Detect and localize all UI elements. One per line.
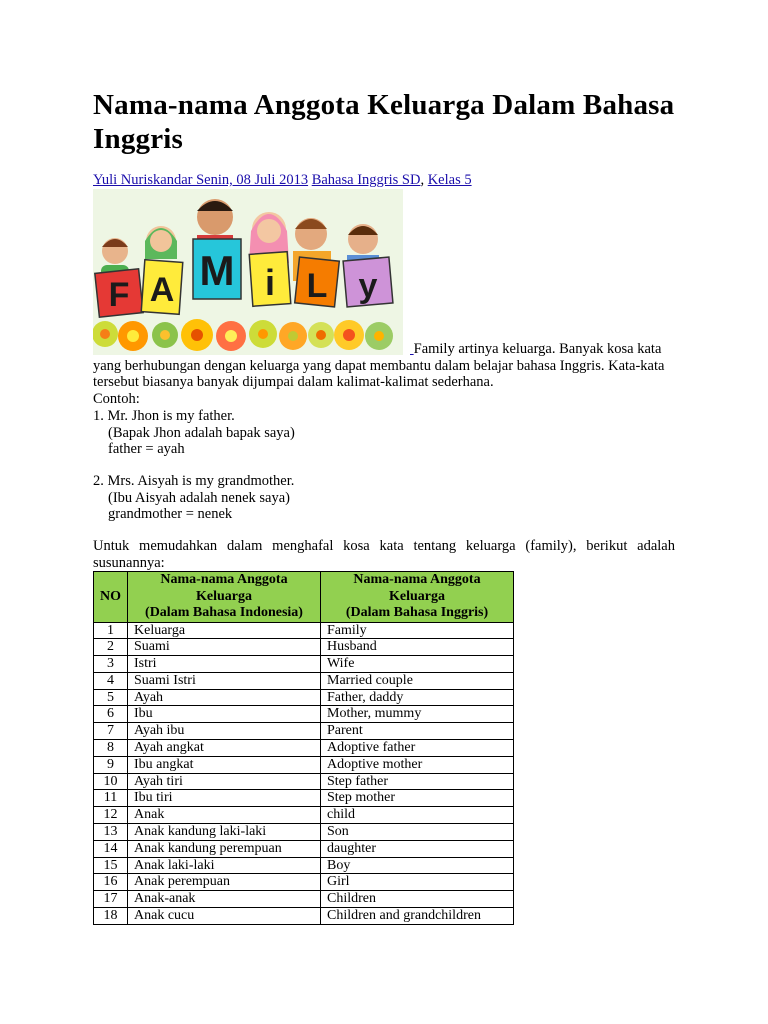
table-row [94,891,514,908]
cell-english: Boy [321,857,514,874]
table-row [94,840,514,857]
page-title: Nama-nama Anggota Keluarga Dalam Bahasa Inggris [93,89,675,155]
cell-no: 10 [94,773,128,790]
cell-indonesian: Anak laki-laki [128,857,321,874]
cell-indonesian: Anak [128,807,321,824]
table-row [94,874,514,891]
cell-english: Step father [321,773,514,790]
letter-y: y [358,267,378,305]
cell-english: daughter [321,840,514,857]
cell-english: Father, daddy [321,689,514,706]
cell-indonesian: Keluarga [128,622,321,639]
post-meta [93,171,472,189]
cell-english: Adoptive mother [321,756,514,773]
cell-indonesian: Istri [128,656,321,673]
table-row [94,672,514,689]
family-vocabulary-table [93,571,514,925]
cell-no: 9 [94,756,128,773]
table-row [94,790,514,807]
cell-indonesian: Ayah tiri [128,773,321,790]
cell-english: Children and grandchildren [321,908,514,925]
cell-english: Children [321,891,514,908]
cell-indonesian: Ayah ibu [128,723,321,740]
cell-indonesian: Ibu angkat [128,756,321,773]
cell-indonesian: Suami [128,639,321,656]
cell-english: Husband [321,639,514,656]
cell-no: 4 [94,672,128,689]
table-row [94,689,514,706]
cell-no: 13 [94,824,128,841]
header-no: NO [94,572,128,623]
cell-no: 15 [94,857,128,874]
cell-indonesian: Ibu tiri [128,790,321,807]
cell-english: Girl [321,874,514,891]
table-row [94,824,514,841]
cell-no: 8 [94,740,128,757]
cell-english: Parent [321,723,514,740]
table-row [94,807,514,824]
cell-no: 3 [94,656,128,673]
example-1-sentence: 1. Mr. Jhon is my father. [93,408,235,424]
table-row [94,908,514,925]
category-link-bahasa-inggris-sd[interactable]: Bahasa Inggris SD [311,172,421,188]
contoh-label: Contoh: [93,391,140,407]
table-row [94,639,514,656]
cell-indonesian: Anak kandung perempuan [128,840,321,857]
cell-no: 17 [94,891,128,908]
cell-english: Son [321,824,514,841]
cell-english: Mother, mummy [321,706,514,723]
header-english-line-3: (Dalam Bahasa Inggris) [345,605,489,620]
header-english-line-1: Nama-nama Anggota [353,572,481,587]
intro-paragraph [93,341,675,391]
cell-english: Adoptive father [321,740,514,757]
intro-lead: Family artinya keluarga. Banyak kosa kata [413,341,662,357]
category-link-kelas-5[interactable]: Kelas 5 [427,172,472,188]
example-1-vocab: father = ayah [108,441,185,457]
intro-rest: yang berhubungan dengan keluarga yang dapat membantu dalam belajar bahasa Inggris. Kata-kata tersebut biasanya banyak dijumpai dalam kalimat-kalimat sederhana. [93,357,665,390]
cell-no: 5 [94,689,128,706]
cell-english: child [321,807,514,824]
header-indonesian-line-3: (Dalam Bahasa Indonesia) [145,605,303,620]
table-intro-paragraph: Untuk memudahkan dalam menghafal kosa kata tentang keluarga (family), berikut adalah susunannya: [93,538,675,571]
example-2-translation: (Ibu Aisyah adalah nenek saya) [108,489,290,506]
cell-no: 16 [94,874,128,891]
header-english-line-2: Keluarga [389,588,445,604]
letter-l: L [306,267,328,305]
example-1-translation: (Bapak Jhon adalah bapak saya) [108,424,295,441]
letter-f: F [108,276,130,314]
table-row [94,622,514,639]
cell-no: 11 [94,790,128,807]
cell-english: Step mother [321,790,514,807]
family-illustration [93,189,403,355]
example-2 [93,473,294,523]
table-row [94,740,514,757]
example-2-sentence: 2. Mrs. Aisyah is my grandmother. [93,473,295,489]
cell-no: 2 [94,639,128,656]
header-english [321,572,514,623]
letter-i: i [264,262,276,303]
table-row [94,723,514,740]
table-row [94,656,514,673]
cell-english: Wife [321,656,514,673]
cell-indonesian: Ayah angkat [128,740,321,757]
cell-english: Married couple [321,672,514,689]
table-row [94,706,514,723]
example-2-vocab: grandmother = nenek [108,506,233,522]
header-indonesian-line-2: Keluarga [196,588,252,604]
meta-separator: , [420,172,428,188]
table-row [94,857,514,874]
cell-no: 1 [94,622,128,639]
header-indonesian [128,572,321,623]
header-indonesian-line-1: Nama-nama Anggota [160,572,288,587]
cell-indonesian: Anak cucu [128,908,321,925]
table-header-row [94,572,514,623]
cell-english: Family [321,622,514,639]
table-row [94,773,514,790]
cell-indonesian: Ibu [128,706,321,723]
cell-indonesian: Ayah [128,689,321,706]
author-date-link[interactable]: Yuli Nuriskandar Senin, 08 Juli 2013 [93,172,309,188]
cell-no: 12 [94,807,128,824]
letter-m: M [199,247,235,294]
cell-indonesian: Anak kandung laki-laki [128,824,321,841]
cell-indonesian: Suami Istri [128,672,321,689]
letter-a: A [149,271,175,309]
cell-no: 14 [94,840,128,857]
cell-indonesian: Anak perempuan [128,874,321,891]
cell-indonesian: Anak-anak [128,891,321,908]
cell-no: 18 [94,908,128,925]
example-1 [93,408,295,458]
table-row [94,756,514,773]
cell-no: 7 [94,723,128,740]
cell-no: 6 [94,706,128,723]
